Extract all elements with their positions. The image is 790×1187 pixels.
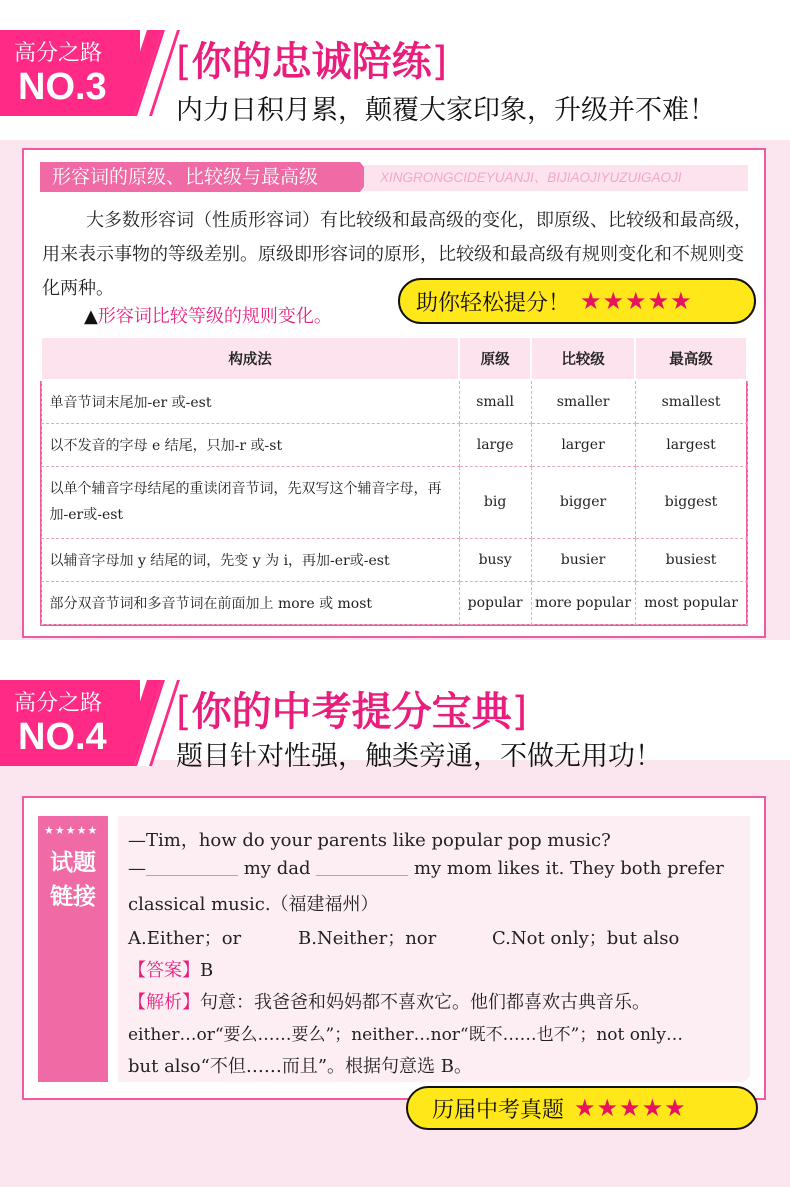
section4-tag	[0, 680, 140, 766]
section3-tag-label: 高分之路	[14, 41, 103, 66]
comparison-rules-table	[40, 338, 748, 625]
past-exam-badge	[406, 1086, 758, 1130]
star-rating-icon: ★★★★★	[574, 1094, 687, 1122]
star-rating-icon: ★★★★★	[580, 287, 693, 315]
grammar-paragraph: 大多数形容词（性质形容词）有比较级和最高级的变化，即原级、比较级和最高级，用来表示事物的等级差别。原级即形容词的原形，比较级和最高级有规则变化和不规则变化两种。	[42, 210, 752, 299]
answer-label: 【答案】	[128, 960, 200, 981]
question-line: classical music.（福建福州）	[128, 894, 379, 915]
positive-cell: busy	[459, 538, 531, 581]
positive-cell: popular	[459, 581, 531, 624]
rule-note: ▲形容词比较等级的规则变化。	[84, 306, 332, 327]
section3-title: [你的忠诚陪练]	[176, 39, 448, 85]
table-header: 原级	[459, 338, 531, 380]
section3-tag-number: NO.3	[18, 66, 107, 108]
question-line: —Tim，how do your parents like popular pop music?	[128, 830, 611, 851]
superlative-cell: largest	[635, 423, 747, 466]
rule-cell: 以单个辅音字母结尾的重读闭音节词，先双写这个辅音字母，再加-er或-est	[41, 466, 459, 538]
option-c: C.Not only；but also	[492, 928, 680, 949]
table-header: 比较级	[531, 338, 635, 380]
grammar-heading: 形容词的原级、比较级与最高级	[40, 162, 360, 192]
section4-subtitle: 题目针对性强，触类旁通，不做无用功！	[176, 741, 662, 772]
rule-cell: 部分双音节词和多音节词在前面加上 more 或 most	[41, 581, 459, 624]
exam-sidebar-label: 试题 链接	[50, 850, 96, 910]
superlative-cell: most popular	[635, 581, 747, 624]
analysis-line: but also“不但……而且”。根据句意选 B。	[128, 1056, 472, 1077]
triangle-icon: ▲	[84, 306, 98, 327]
table-header: 构成法	[41, 338, 459, 380]
rule-cell: 单音节词末尾加-er 或-est	[41, 380, 459, 423]
superlative-cell: smallest	[635, 380, 747, 423]
table-row	[41, 423, 747, 466]
superlative-cell: busiest	[635, 538, 747, 581]
comparative-cell: busier	[531, 538, 635, 581]
boost-badge	[398, 278, 756, 324]
analysis-label: 【解析】	[128, 992, 200, 1013]
option-a: A.Either；or	[128, 928, 242, 949]
comparative-cell: larger	[531, 423, 635, 466]
question-blank-line: — my dad my mom likes it. They both prefer	[128, 858, 724, 879]
answer-line	[128, 956, 213, 982]
question-box	[118, 816, 750, 1082]
analysis-line: either…or“要么……要么”；neither…nor“既不……也不”；not only…	[128, 1025, 683, 1045]
table-row	[41, 466, 747, 538]
exam-card	[22, 796, 766, 1100]
exam-sidebar	[38, 816, 108, 1082]
rule-cell: 以不发音的字母 e 结尾，只加-r 或-st	[41, 423, 459, 466]
section4-tag-number: NO.4	[18, 716, 107, 758]
table-row	[41, 538, 747, 581]
option-b: B.Neither；nor	[298, 928, 437, 949]
comparative-cell: bigger	[531, 466, 635, 538]
past-exam-badge-text: 历届中考真题	[432, 1097, 565, 1123]
boost-badge-text: 助你轻松提分！	[416, 290, 571, 316]
section4-tag-label: 高分之路	[14, 691, 103, 716]
star-icon: ★★★★★	[44, 824, 99, 837]
comparative-cell: more popular	[531, 581, 635, 624]
table-header: 最高级	[635, 338, 747, 380]
positive-cell: small	[459, 380, 531, 423]
grammar-heading-pinyin: XINGRONGCIDEYUANJI、BIJIAOJIYUZUIGAOJI	[364, 165, 748, 191]
rule-cell: 以辅音字母加 y 结尾的词，先变 y 为 i，再加-er或-est	[41, 538, 459, 581]
comparative-cell: smaller	[531, 380, 635, 423]
positive-cell: big	[459, 466, 531, 538]
section3-tag	[0, 30, 140, 116]
superlative-cell: biggest	[635, 466, 747, 538]
grammar-card	[22, 148, 766, 638]
answer-blank	[146, 858, 238, 876]
table-row	[41, 581, 747, 624]
answer-value: B	[200, 960, 214, 981]
answer-blank	[316, 858, 408, 876]
positive-cell: large	[459, 423, 531, 466]
section3-subtitle: 内力日积月累，颠覆大家印象，升级并不难！	[176, 95, 716, 126]
table-header-row	[41, 338, 747, 380]
analysis-line: 【解析】句意：我爸爸和妈妈都不喜欢它。他们都喜欢古典音乐。	[128, 992, 650, 1013]
section4-title: [你的中考提分宝典]	[176, 689, 528, 735]
table-row	[41, 380, 747, 423]
